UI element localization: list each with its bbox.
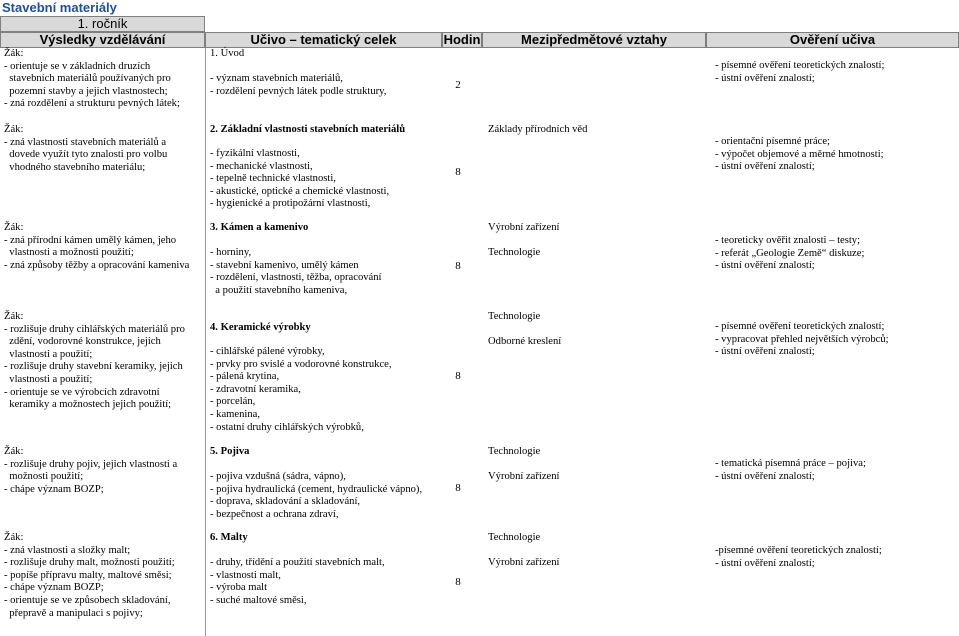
row-5-topic-items: - pojiva vzdušná (sádra, vápno), - pojiva hydraulická (cement, hydraulické vápno), - doprava, skladování a skladování, - bezpečnost a ochrana zdraví, (210, 471, 423, 520)
row-1-topic-title: 1. Úvod (210, 48, 245, 59)
header-hours: Hodin (443, 32, 481, 47)
row-5-hours: 8 (455, 482, 461, 494)
row-3-topic-items: - horniny, - stavební kamenivo, umělý kámen - rozdělení, vlastnosti, těžba, opracování a použití stavebního kameniva, (210, 247, 382, 296)
row-1-hours: 2 (455, 79, 461, 91)
grade-label: 1. ročník (0, 16, 205, 32)
row-6-topic-items: - druhy, třídění a použití stavebních malt, - vlastnosti malt, - výroba malt - suché maltové směsi, (210, 557, 385, 606)
row-6-topic-title: 6. Malty (210, 532, 248, 543)
page-title: Stavební materiály (2, 0, 117, 15)
header-outcomes: Výsledky vzdělávání (0, 32, 205, 48)
row-4-assessment: - písemné ověření teoretických znalostí; - vypracovat přehled největších výrobců; - ústní ověření znalostí; (715, 321, 889, 358)
row-2-outcomes: Žák: - zná vlastnosti stavebních materiálů a dovede využít tyto znalosti pro volbu vhodného stavebního materiálu; (4, 124, 168, 173)
row-3-outcomes: Žák: - zná přírodní kámen umělý kámen, jeho vlastnosti a možnosti použití; - zná způsoby těžby a opracování kameniva (4, 222, 190, 271)
row-3-hours: 8 (455, 260, 461, 272)
row-5-topic-title: 5. Pojiva (210, 446, 250, 457)
header-topics: Učivo – tematický celek (205, 32, 442, 48)
row-4-hours: 8 (455, 370, 461, 382)
row-6-relations: Technologie Výrobní zařízení (488, 532, 560, 569)
row-5-outcomes: Žák: - rozlišuje druhy pojiv, jejich vlastnosti a možnosti použití; - chápe význam BOZP; (4, 446, 178, 495)
row-6-assessment: -písemné ověření teoretických znalostí; - ústní ověření znalostí; (715, 545, 882, 569)
row-4-outcomes: Žák: - rozlišuje druhy cihlářských materiálů pro zdění, vodorovné konstrukce, jejich vlastnosti a použití; - rozlišuje druhy stavební keramiky, jejich vlastnosti a použití; - orientuje se ve výrobcích zdravotní keramiky a možnostech jejich použití; (4, 311, 185, 411)
row-5-assessment: - tematická písemná práce – pojiva; - ústní ověření znalostí; (715, 458, 866, 482)
row-2-relations: Základy přírodních věd (488, 124, 588, 135)
row-2-hours: 8 (455, 166, 461, 178)
header-assessment: Ověření učiva (706, 32, 959, 48)
row-4-relations: Technologie Odborné kreslení (488, 311, 562, 348)
row-6-outcomes: Žák: - zná vlastnosti a složky malt; - rozlišuje druhy malt, možnosti použití; - popíše přípravu malty, maltové směsi; - chápe význam BOZP; - orientuje se ve způsobech skladování, přepravě a manipulaci s pojivy; (4, 532, 175, 619)
row-1-assessment: - písemné ověření teoretických znalostí; - ústní ověření znalostí; (715, 60, 885, 84)
row-2-assessment: - orientační písemné práce; - výpočet objemové a měrné hmotnosti; - ústní ověření znalostí; (715, 136, 884, 173)
row-3-topic-title: 3. Kámen a kamenivo (210, 222, 309, 233)
row-3-assessment: - teoreticky ověřit znalosti – testy; - referát „Geologie Země“ diskuze; - ústní ověření znalostí; (715, 235, 865, 272)
row-1-topic-items: - význam stavebních materiálů, - rozdělení pevných látek podle struktury, (210, 73, 387, 97)
row-4-topic-title: 4. Keramické výrobky (210, 322, 311, 333)
column-divider (205, 48, 206, 636)
row-3-relations: Výrobní zařízení Technologie (488, 222, 560, 259)
row-1-outcomes: Žák: - orientuje se v základních druzích stavebních materiálů používaných pro pozemní stavby a jejich vlastnostech; - zná rozdělení a strukturu pevných látek; (4, 48, 180, 110)
row-2-topic-title: 2. Základní vlastnosti stavebních materiálů (210, 124, 406, 135)
row-5-relations: Technologie Výrobní zařízení (488, 446, 560, 483)
header-relations: Mezipředmětové vztahy (482, 32, 706, 48)
row-2-topic-items: - fyzikální vlastnosti, - mechanické vlastnosti, - tepelně technické vlastnosti, - akustické, optické a chemické vlastnosti, - hygienické a protipožární vlastnosti, (210, 148, 390, 210)
row-4-topic-items: - cihlářské pálené výrobky, - prvky pro svislé a vodorovné konstrukce, - pálená krytina, - zdravotní keramika, - porcelán, - kamenina, - ostatní druhy cihlářských výrobků, (210, 346, 392, 433)
row-6-hours: 8 (455, 576, 461, 588)
